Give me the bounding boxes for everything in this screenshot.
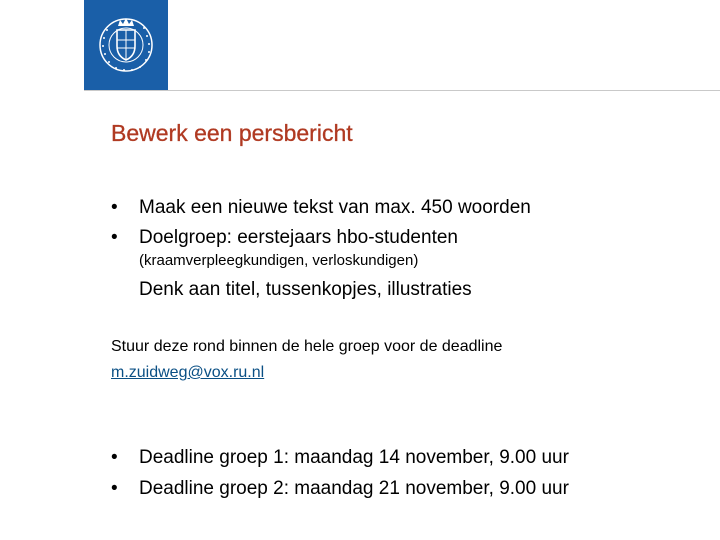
bullet-marker: •	[111, 447, 118, 468]
email-link[interactable]: m.zuidweg@vox.ru.nl	[111, 364, 265, 381]
bullet-text: Deadline groep 1: maandag 14 november, 9.00 uur	[139, 447, 569, 468]
bullet-marker: •	[111, 227, 118, 248]
bullet-text: Doelgroep: eerstejaars hbo-studenten	[139, 227, 458, 248]
university-seal-icon	[98, 8, 154, 82]
slide-title: Bewerk een persbericht	[111, 120, 353, 146]
university-logo	[84, 0, 168, 90]
header-horizontal-rule	[84, 90, 720, 91]
bullet-text: Deadline groep 2: maandag 21 november, 9.00 uur	[139, 478, 569, 499]
extra-instruction: Denk aan titel, tussenkopjes, illustraties	[139, 279, 472, 300]
send-instruction: Stuur deze rond binnen de hele groep voor de deadline	[111, 338, 503, 355]
audience-subnote: (kraamverpleegkundigen, verloskundigen)	[139, 252, 419, 269]
bullet-text: Maak een nieuwe tekst van max. 450 woorden	[139, 197, 531, 218]
bullet-marker: •	[111, 197, 118, 218]
bullet-marker: •	[111, 478, 118, 499]
